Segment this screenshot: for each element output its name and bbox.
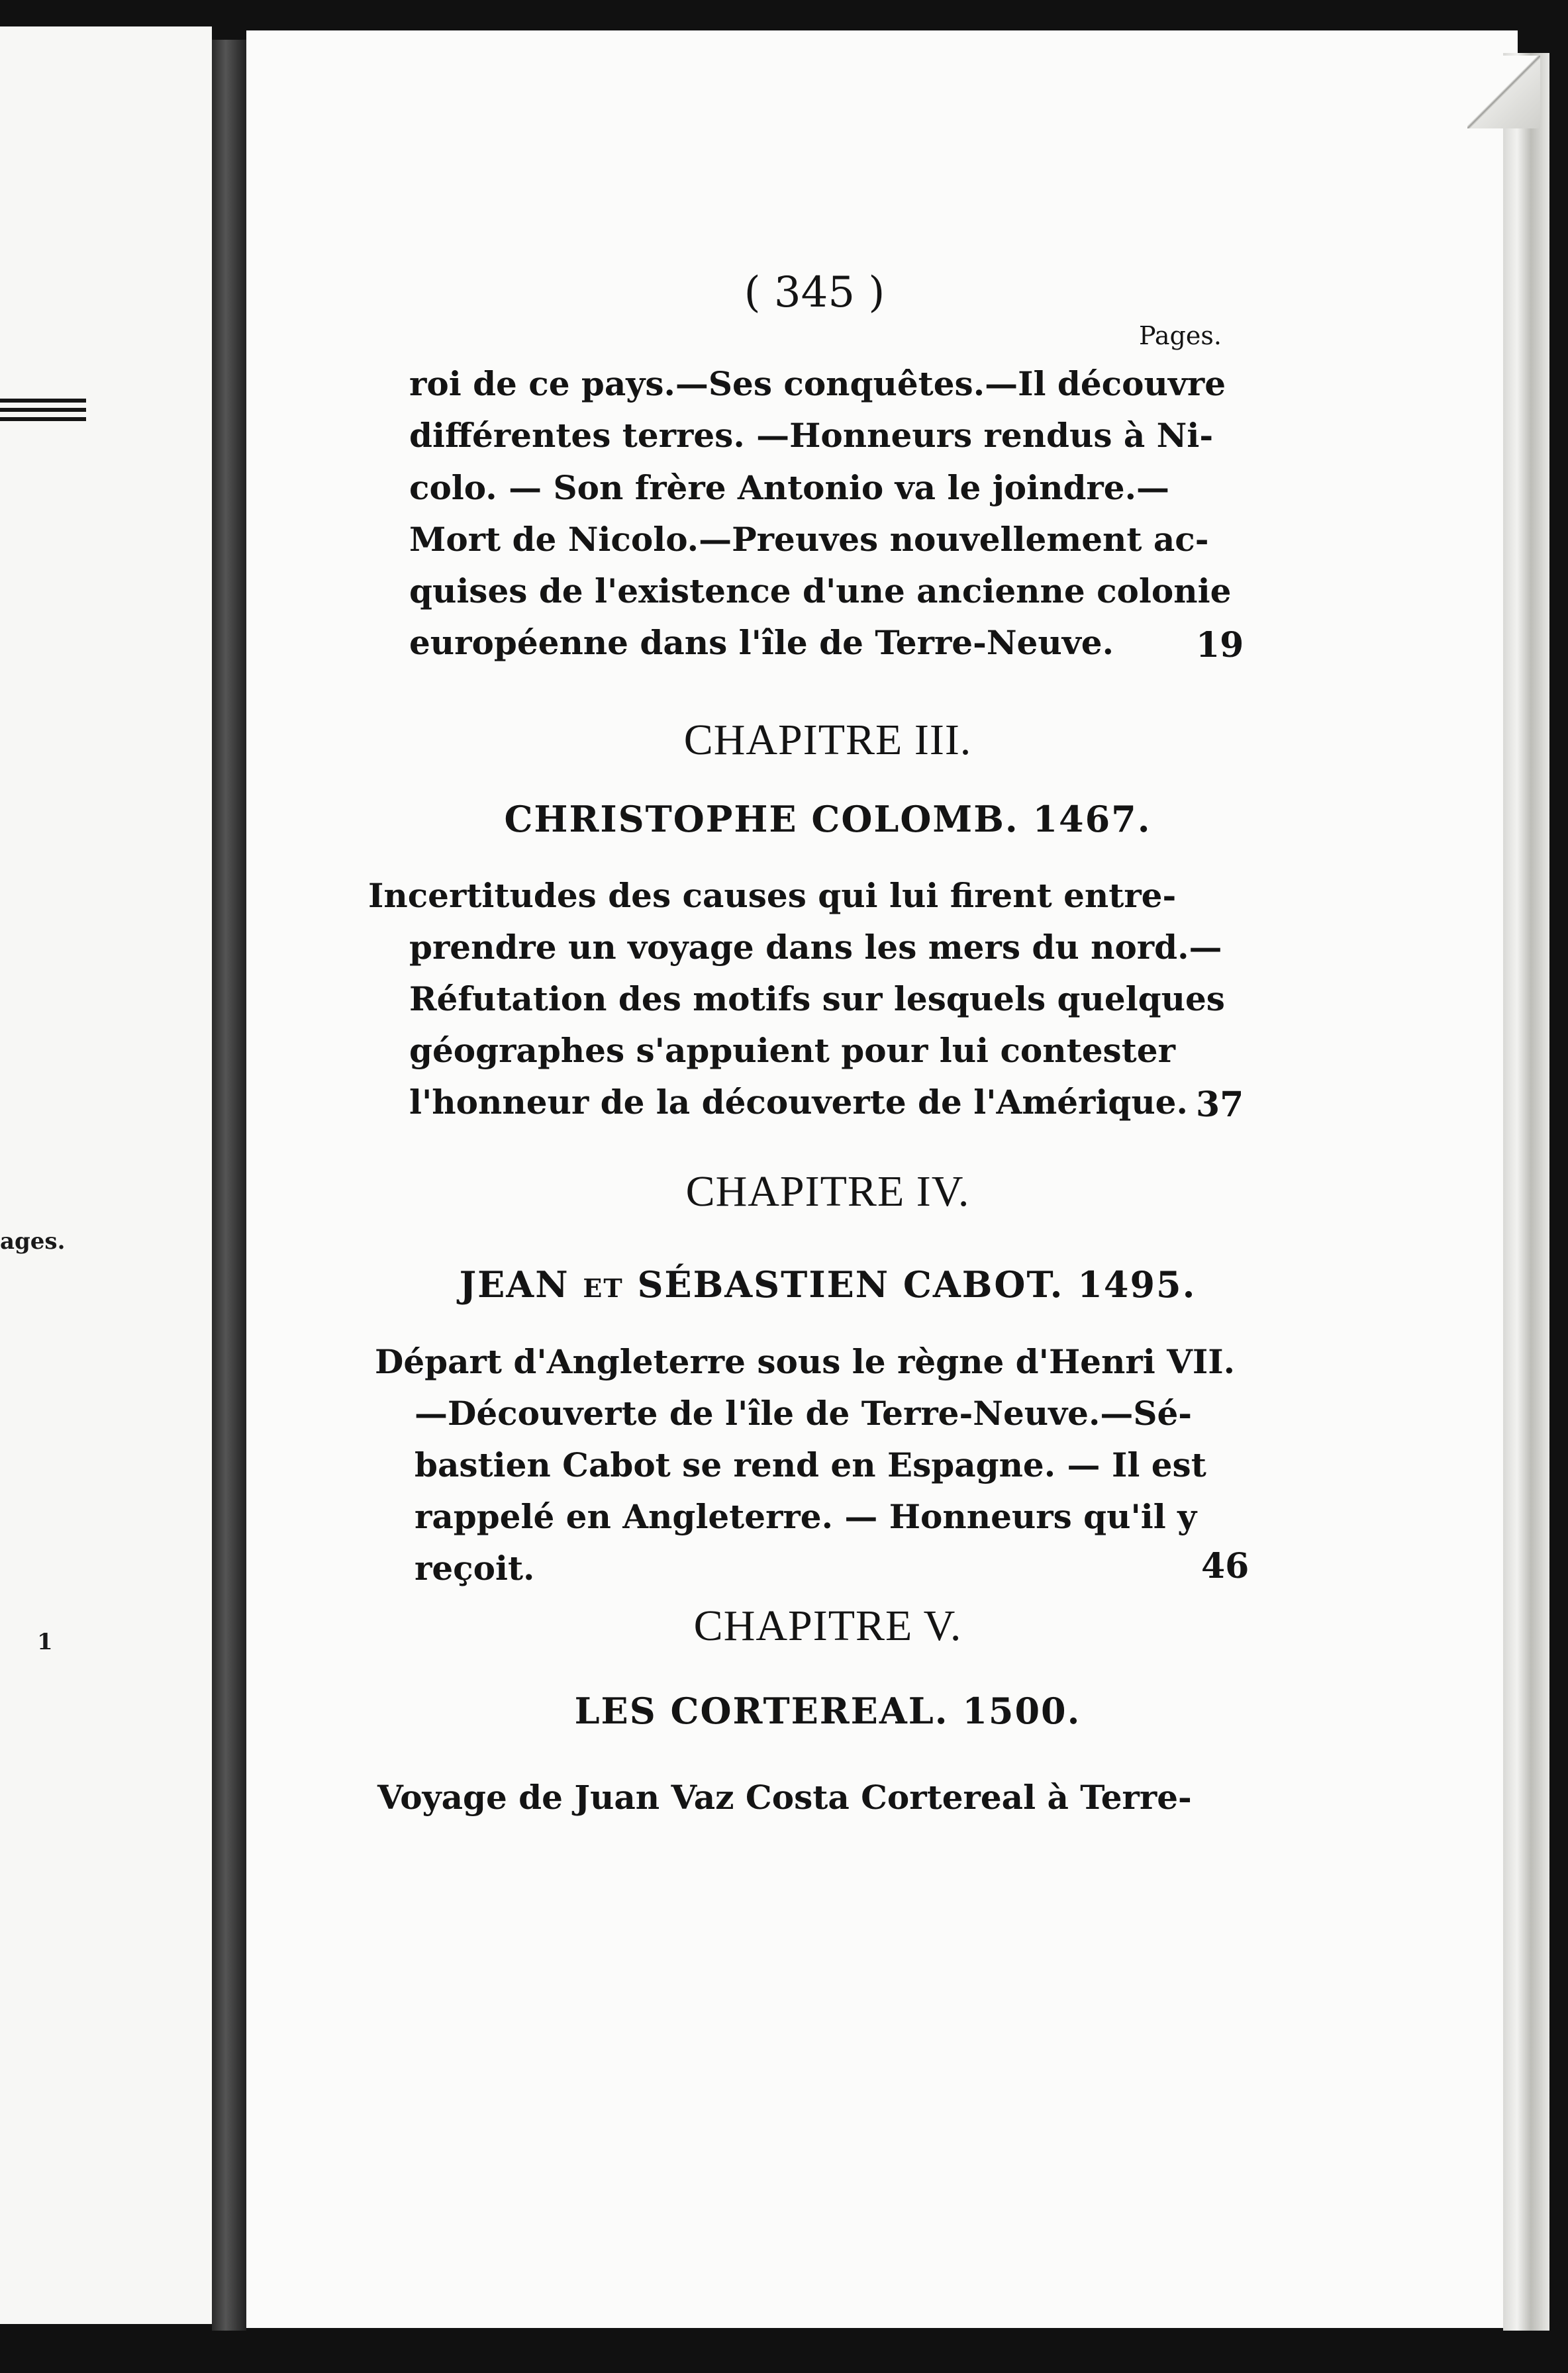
page-number: ( 345 ) bbox=[744, 268, 885, 317]
toc-line: quises de l'existence d'une ancienne colonie bbox=[409, 571, 1232, 610]
chapter-subject bbox=[391, 798, 1265, 840]
toc-page-ref: 37 bbox=[1196, 1085, 1244, 1125]
chapter-subject-year: 1495. bbox=[1077, 1263, 1197, 1306]
chapter-subject-name: CHRISTOPHE COLOMB. bbox=[504, 798, 1019, 840]
chapter-subject-name: JEAN bbox=[459, 1263, 569, 1306]
chapter-heading: CHAPITRE III. bbox=[683, 716, 972, 764]
toc-line: reçoit. bbox=[415, 1549, 535, 1588]
toc-line: différentes terres. —Honneurs rendus à Ni- bbox=[409, 416, 1214, 455]
toc-line: Départ d'Angleterre sous le règne d'Henri VII. bbox=[375, 1342, 1236, 1381]
toc-line: —Découverte de l'île de Terre-Neuve.—Sé- bbox=[415, 1394, 1193, 1433]
toc-line: Réfutation des motifs sur lesquels quelques bbox=[409, 979, 1225, 1018]
chapter-subject-name: SÉBASTIEN CABOT. bbox=[637, 1263, 1064, 1306]
toc-line: bastien Cabot se rend en Espagne. — Il est bbox=[415, 1445, 1206, 1484]
chapter-heading: CHAPITRE V. bbox=[693, 1602, 962, 1650]
toc-line: Incertitudes des causes qui lui firent entre- bbox=[368, 876, 1177, 915]
chapter-subject-year: 1467. bbox=[1032, 798, 1152, 840]
chapter-subject bbox=[391, 1263, 1265, 1306]
toc-line: européenne dans l'île de Terre-Neuve. bbox=[409, 623, 1114, 662]
toc-page-ref: 46 bbox=[1201, 1546, 1250, 1586]
toc-line: Voyage de Juan Vaz Costa Cortereal à Terre- bbox=[377, 1778, 1192, 1817]
toc-line: colo. — Son frère Antonio va le joindre.— bbox=[409, 468, 1169, 507]
pages-column-label: Pages. bbox=[1139, 321, 1222, 350]
left-page-pages-fragment: ages. bbox=[0, 1228, 66, 1255]
chapter-subject-conjunction: ET bbox=[583, 1273, 624, 1303]
toc-line: géographes s'appuient pour lui contester bbox=[409, 1031, 1175, 1070]
toc-page-ref: 19 bbox=[1196, 625, 1244, 665]
toc-line: roi de ce pays.—Ses conquêtes.—Il découvre bbox=[409, 364, 1226, 403]
toc-line: l'honneur de la découverte de l'Amérique. bbox=[409, 1083, 1188, 1122]
chapter-subject-name: LES CORTEREAL. bbox=[574, 1690, 949, 1732]
toc-line: prendre un voyage dans les mers du nord.— bbox=[409, 928, 1222, 967]
chapter-heading: CHAPITRE IV. bbox=[685, 1167, 970, 1216]
left-page-number-fragment: 1 bbox=[37, 1629, 53, 1655]
toc-line: rappelé en Angleterre. — Honneurs qu'il y bbox=[415, 1497, 1197, 1536]
chapter-subject-year: 1500. bbox=[962, 1690, 1081, 1732]
toc-line: Mort de Nicolo.—Preuves nouvellement ac- bbox=[409, 520, 1209, 559]
chapter-subject bbox=[391, 1690, 1265, 1732]
